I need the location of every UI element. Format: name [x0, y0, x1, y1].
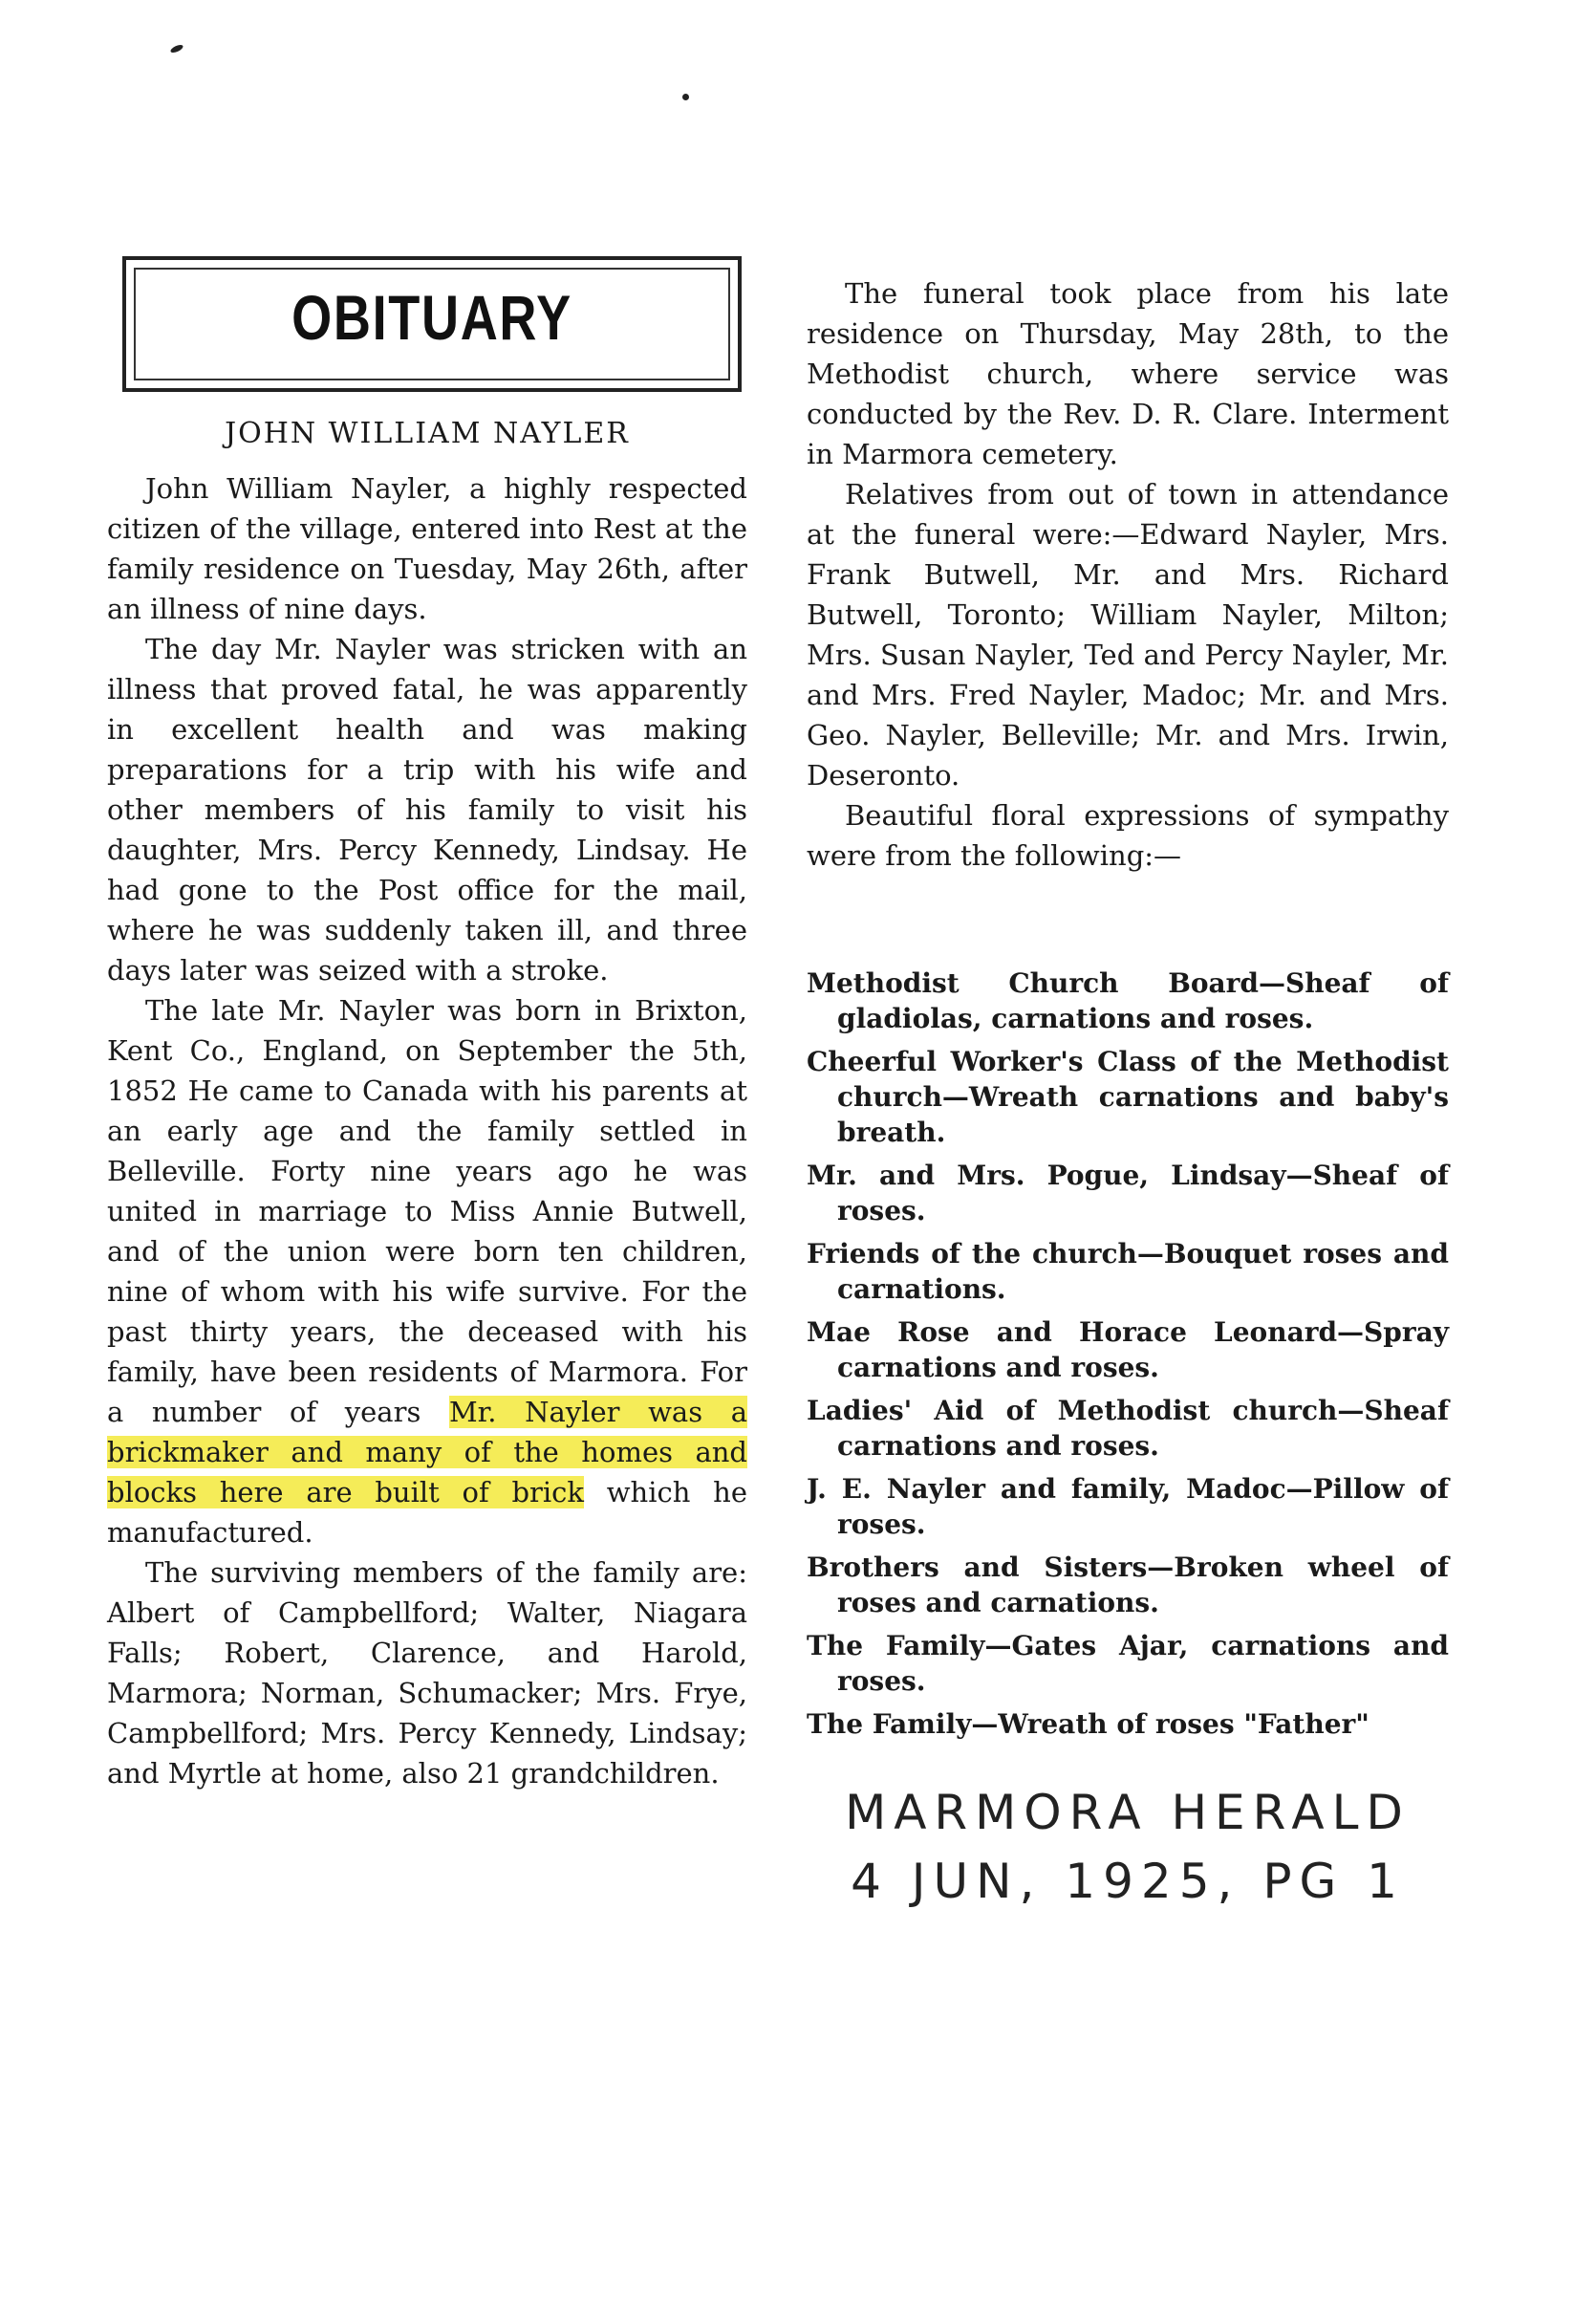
- paragraph-relatives: Relatives from out of town in attendance at the funeral were:—Edward Nayler, Mrs. Frank Butwell, Mr. and Mrs. Richard Butwell, Toronto; William Nayler, Milton; Mrs. Susan Nayler, Ted and Percy Nayler, Mr. and Mrs. Fred Nayler, Madoc; Mr. and Mrs. Geo. Nayler, Belleville; Mr. and Mrs. Irwin, Deseronto.: [807, 478, 1449, 792]
- floral-tribute-item: J. E. Nayler and family, Madoc—Pillow of roses.: [807, 1473, 1449, 1540]
- scan-speck: [682, 94, 689, 100]
- right-article-body: [807, 273, 1449, 876]
- floral-tribute-list: [807, 966, 1449, 1749]
- floral-tribute-item: Brothers and Sisters—Broken wheel of roses and carnations.: [807, 1552, 1449, 1618]
- paragraph-illness: The day Mr. Nayler was stricken with an illness that proved fatal, he was apparently in excellent health and was making preparations for a trip with his wife and other members of his family to visit his daughter, Mrs. Percy Kennedy, Lindsay. He had gone to the Post office for the mail, where he was suddenly taken ill, and three days later was seized with a stroke.: [107, 633, 747, 987]
- floral-tribute-item: Methodist Church Board—Sheaf of gladiolas, carnations and roses.: [807, 967, 1449, 1034]
- paragraph-biography: [107, 990, 747, 1552]
- paragraph-survivors: The surviving members of the family are: Albert of Campbellford; Walter, Niagara Falls; Robert, Clarence, and Harold, Marmora; Norman, Schumacker; Mrs. Frye, Campbellford; Mrs. Percy Kennedy, Lindsay; and Myrtle at home, also 21 grandchildren.: [107, 1556, 747, 1790]
- floral-tribute-item: Mr. and Mrs. Pogue, Lindsay—Sheaf of roses.: [807, 1160, 1449, 1226]
- handwritten-publication: MARMORA HERALD: [845, 1785, 1411, 1840]
- paragraph-floral-intro: Beautiful floral expressions of sympathy were from the following:—: [807, 799, 1449, 872]
- obituary-banner: [122, 256, 742, 392]
- biography-text: The late Mr. Nayler was born in Brixton, Kent Co., England, on September the 5th, 1852 He came to Canada with his parents at an early age and the family settled in Belleville. Forty nine years ago he was united in marriage to Miss Annie Butwell, and of the union were born ten children, nine of whom with his wife survive. For the past thirty years, the deceased with his family, have been residents of Marmora. For a number of years: [107, 994, 747, 1428]
- deceased-name-headline: JOHN WILLIAM NAYLER: [225, 417, 630, 450]
- floral-tribute-item: Friends of the church—Bouquet roses and carnations.: [807, 1238, 1449, 1305]
- floral-tribute-item: Mae Rose and Horace Leonard—Spray carnations and roses.: [807, 1316, 1449, 1383]
- highlighted-passage: Mr. Nayler was a brickmaker and many of the homes and blocks here are built of brick: [107, 1396, 747, 1508]
- obituary-banner-title: OBITUARY: [291, 282, 572, 353]
- paragraph-announcement: John William Nayler, a highly respected citizen of the village, entered into Rest at the family residence on Tuesday, May 26th, after an illness of nine days.: [107, 472, 747, 625]
- handwritten-date-page: 4 JUN, 1925, PG 1: [851, 1854, 1405, 1909]
- floral-tribute-item: Ladies' Aid of Methodist church—Sheaf carnations and roses.: [807, 1395, 1449, 1462]
- scan-speck: [169, 43, 183, 54]
- paragraph-funeral: The funeral took place from his late residence on Thursday, May 28th, to the Methodist church, where service was conducted by the Rev. D. R. Clare. Interment in Marmora cemetery.: [807, 277, 1449, 470]
- floral-tribute-item: The Family—Wreath of roses "Father": [807, 1708, 1370, 1740]
- floral-tribute-item: Cheerful Worker's Class of the Methodist church—Wreath carnations and baby's breath.: [807, 1046, 1449, 1148]
- handwritten-source-note: [807, 1778, 1449, 1916]
- floral-tribute-item: The Family—Gates Ajar, carnations and roses.: [807, 1630, 1449, 1697]
- left-article-body: [107, 468, 747, 1793]
- biography-text-end: which he manufactured.: [107, 1476, 747, 1549]
